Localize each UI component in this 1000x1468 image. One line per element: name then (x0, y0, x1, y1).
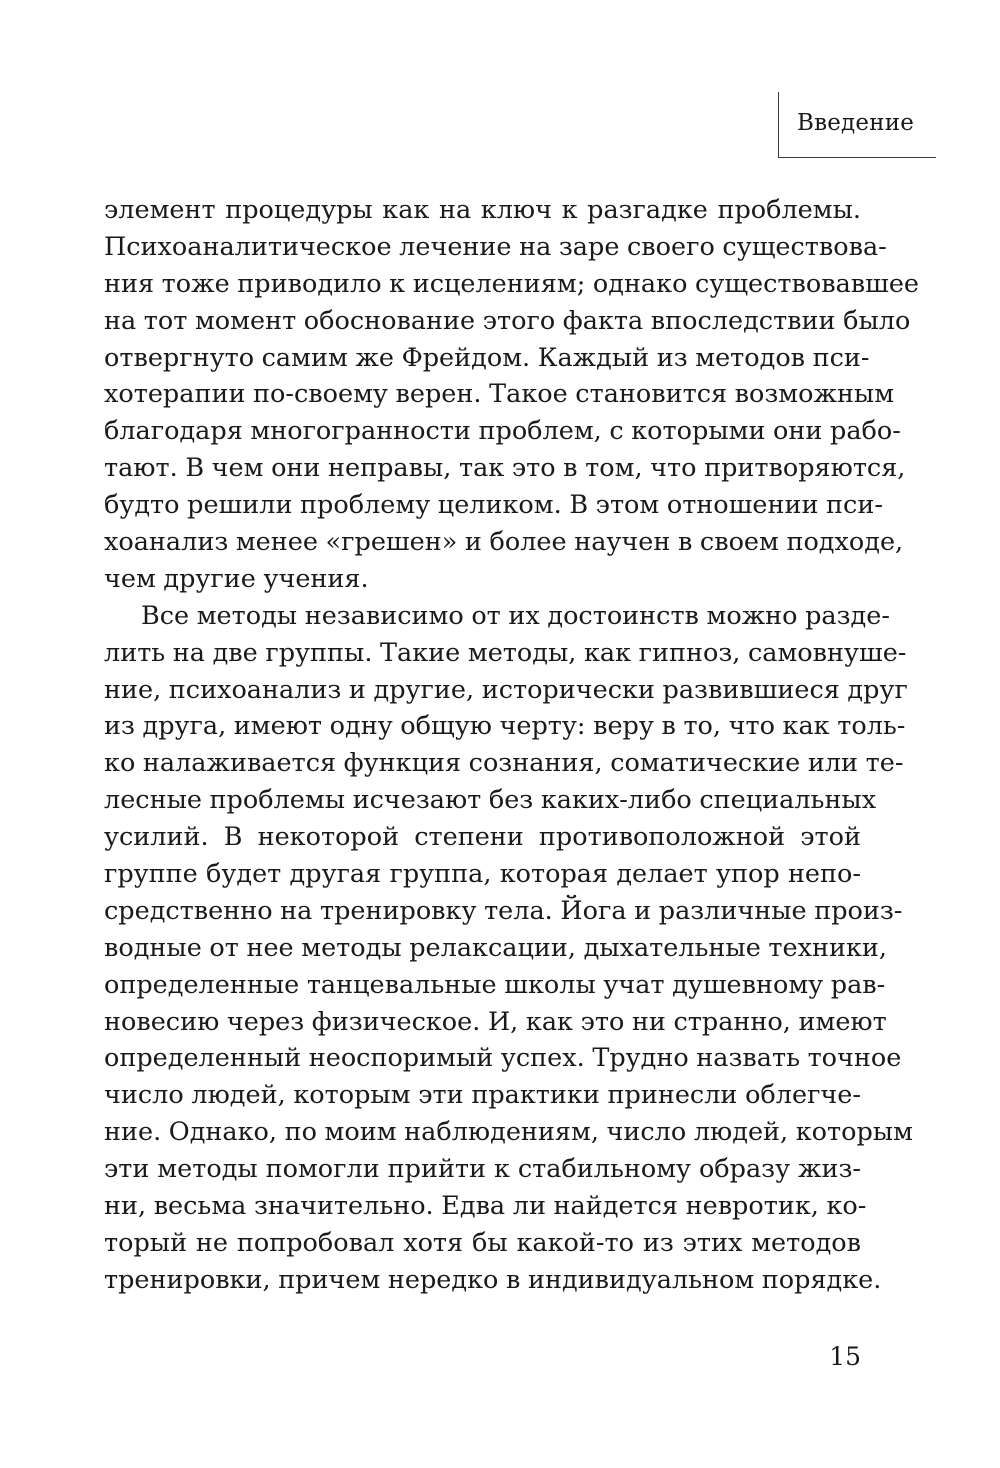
text-line: ние, психоанализ и другие, исторически развившиеся друг (104, 674, 908, 705)
text-line: группе будет другая группа, которая делает упор непо- (104, 859, 861, 890)
text-line: тренировки, причем нередко в индивидуальном порядке. (104, 1264, 882, 1295)
paragraph (104, 192, 920, 598)
text-line: хотерапии по-своему верен. Такое становится возможным (104, 379, 895, 410)
text-line: будто решили проблему целиком. В этом отношении пси- (104, 490, 883, 521)
paragraph (104, 598, 913, 1299)
text-line: водные от нее методы релаксации, дыхательные техники, (104, 932, 888, 963)
text-line: лить на две группы. Такие методы, как гипноз, самовнуше- (104, 637, 907, 668)
running-head-label: Введение (797, 110, 915, 136)
text-line: ни, весьма значительно. Едва ли найдется невротик, ко- (104, 1191, 867, 1222)
text-line: чем другие учения. (104, 563, 369, 594)
text-line: благодаря многогранности проблем, с которыми они рабо- (104, 416, 901, 447)
text-line: на тот момент обоснование этого факта впоследствии было (104, 305, 911, 336)
text-line: отвергнуто самим же Фрейдом. Каждый из методов пси- (104, 342, 870, 373)
text-line: хоанализ менее «грешен» и более научен в своем подходе, (104, 527, 904, 558)
text-line: новесию через физическое. И, как это ни странно, имеют (104, 1006, 887, 1037)
text-line: ние. Однако, по моим наблюдениям, число людей, которым (104, 1117, 913, 1148)
text-line: усилий. В некоторой степени противоположной этой (104, 822, 861, 853)
text-line: торый не попробовал хотя бы какой-то из этих методов (104, 1227, 861, 1258)
text-line: тают. В чем они неправы, так это в том, что притворяются, (104, 453, 906, 484)
running-head-box (778, 92, 936, 158)
text-line: определенные танцевальные школы учат душевному рав- (104, 969, 886, 1000)
text-line: ко налаживается функция сознания, соматические или те- (104, 748, 904, 779)
text-line: число людей, которым эти практики принесли облегче- (104, 1080, 861, 1111)
text-line: из друга, имеют одну общую черту: веру в то, что как толь- (104, 711, 906, 742)
text-line: определенный неоспоримый успех. Трудно назвать точное (104, 1043, 902, 1074)
text-line: Все методы независимо от их достоинств можно разде- (141, 600, 890, 631)
body-text (104, 192, 920, 1299)
text-line: элемент процедуры как на ключ к разгадке проблемы. (104, 195, 861, 225)
text-line: ния тоже приводило к исцелениям; однако существовавшее (104, 268, 920, 299)
text-line: эти методы помогли прийти к стабильному образу жиз- (104, 1154, 861, 1185)
page-number: 15 (829, 1342, 861, 1371)
text-line: средственно на тренировку тела. Йога и различные произ- (104, 895, 903, 926)
text-line: лесные проблемы исчезают без каких-либо специальных (104, 785, 877, 816)
text-line: Психоаналитическое лечение на заре своего существова- (104, 231, 887, 262)
